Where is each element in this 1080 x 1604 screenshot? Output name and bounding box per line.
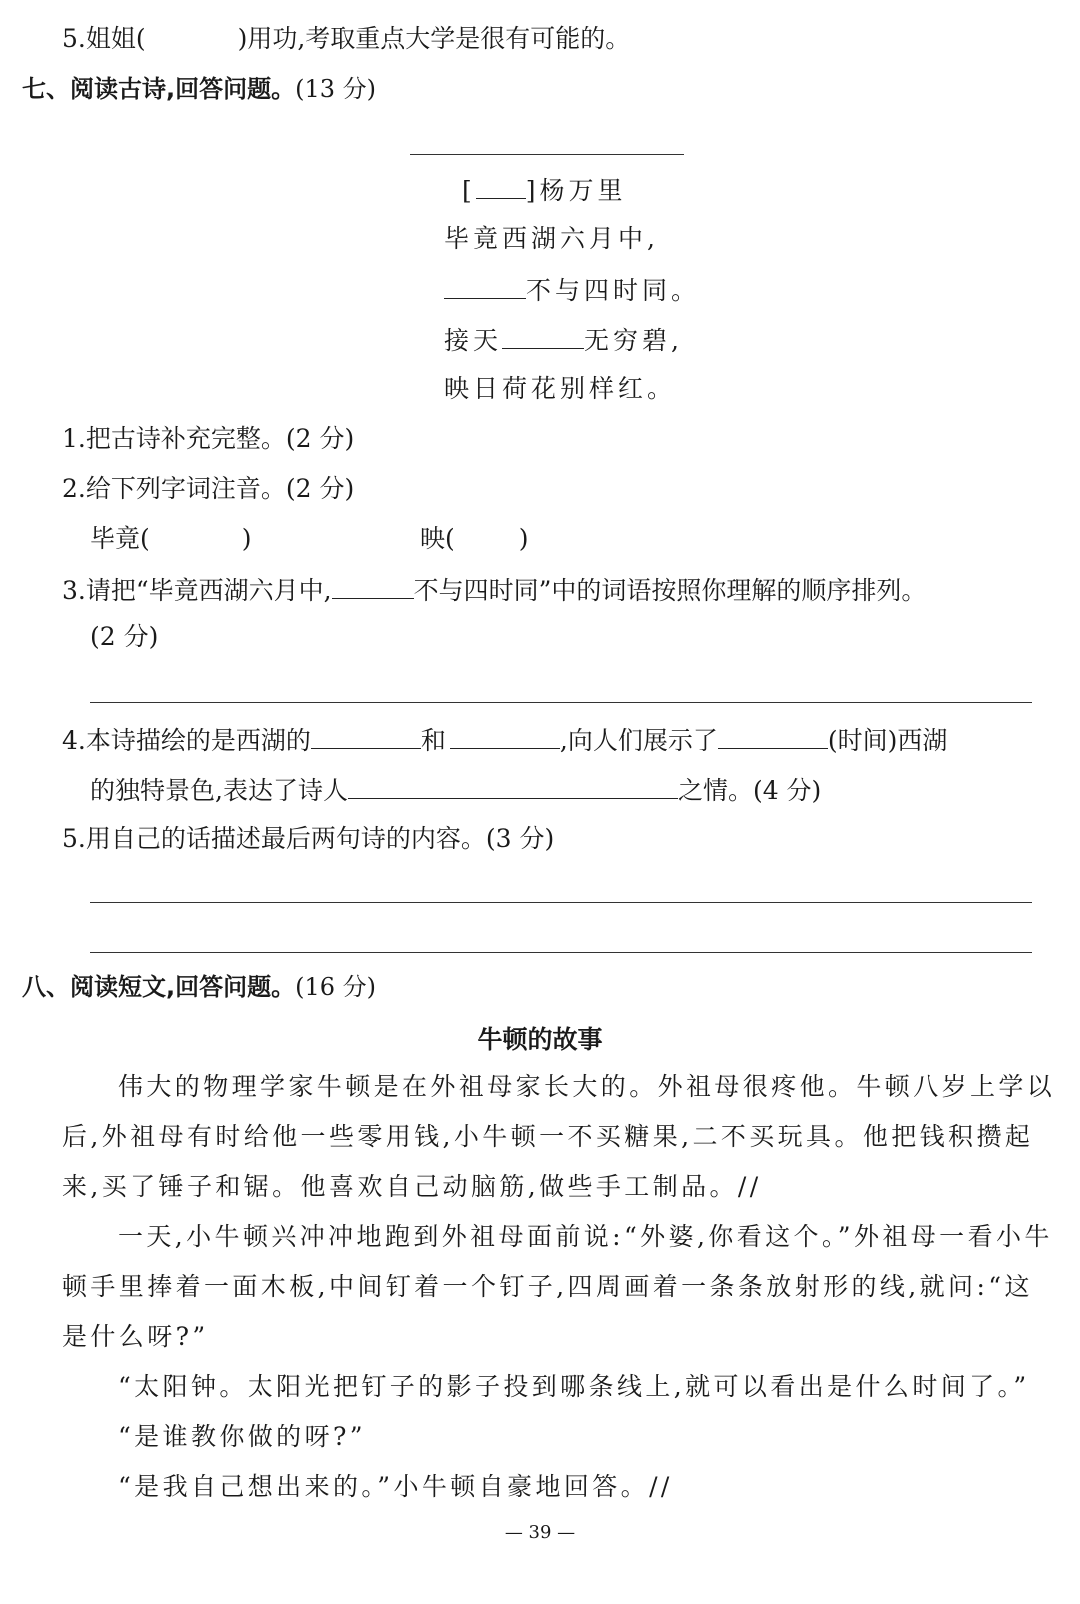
question-4-part-e: 的独特景色,表达了诗人 [90,776,348,805]
poem-line-2-text: 不与四时同。 [526,276,701,305]
passage-line: 后,外祖母有时给他一些零用钱,小牛顿一不买糖果,二不买玩具。他把钱积攒起 [62,1122,1034,1151]
question-2: 2.给下列字词注音。(2 分) [62,474,355,503]
section8-score: (16 分) [295,973,377,1001]
question-3-blank[interactable] [332,572,414,599]
question-3-suffix: 不与四时同”中的词语按照你理解的顺序排列。 [413,576,927,605]
question-3 [62,572,926,608]
q2-word-1 [90,522,252,556]
poem-line-3-suffix: 无穷碧, [584,326,683,355]
question-3-score: (2 分) [90,622,159,651]
q4-blank-2[interactable] [450,722,560,749]
poem-title-line [462,172,627,208]
passage-line: 顿手里捧着一面木板,中间钉着一个钉子,四周画着一条条放射形的线,就问:“这 [62,1272,1033,1301]
poem-line-3-prefix: 接天 [444,326,503,355]
answer-line-q5-2[interactable] [90,952,1032,953]
passage-line: “太阳钟。太阳光把钉子的影子投到哪条线上,就可以看出是什么时间了。” [118,1372,1030,1401]
q6-item-5 [62,22,630,56]
passage-line: 是什么呀?” [62,1322,209,1351]
q4-blank-4[interactable] [348,772,678,799]
q6-item-5-prefix: 5.姐姐( [62,24,146,53]
question-4-part-f: 之情。(4 分) [677,776,822,805]
answer-line-q3[interactable] [90,702,1032,703]
section8-heading [22,970,376,1004]
question-4-part-b: 和 [420,726,446,755]
passage-line: “是谁教你做的呀?” [118,1422,366,1451]
section7-heading-text: 七、阅读古诗,回答问题。 [22,75,296,103]
question-4-line-1 [62,722,947,758]
q2-word-2 [420,522,529,556]
q2-word-2-close: ) [518,524,529,553]
question-3-prefix: 3.请把“毕竟西湖六月中, [62,576,332,605]
poem-title-blank[interactable] [410,154,684,155]
passage-line: 来,买了锤子和锯。他喜欢自己动脑筋,做些手工制品。// [62,1172,762,1201]
section7-heading [22,72,376,106]
answer-line-q5-1[interactable] [90,902,1032,903]
q2-word-1-text: 毕竟( [90,524,150,553]
poem-author: ]杨万里 [525,176,627,205]
q2-word-1-close: ) [241,524,252,553]
question-4-part-c: ,向人们展示了 [559,726,718,755]
poem-line-4: 映日荷花别样红。 [444,374,677,403]
passage-line: 一天,小牛顿兴冲冲地跑到外祖母面前说:“外婆,你看这个。”外祖母一看小牛 [118,1222,1053,1251]
q6-item-5-suffix: )用功,考取重点大学是很有可能的。 [237,24,631,53]
poem-line-1: 毕竟西湖六月中, [444,224,659,253]
poem-line-2 [444,272,700,308]
page-number: — 39 — [504,1522,576,1543]
poem-line-3 [444,322,683,358]
question-4-part-a: 4.本诗描绘的是西湖的 [62,726,311,755]
q4-blank-3[interactable] [718,722,828,749]
poem-line-2-blank[interactable] [444,272,526,299]
passage-title: 牛顿的故事 [477,1025,603,1054]
section8-heading-text: 八、阅读短文,回答问题。 [22,973,296,1001]
question-1: 1.把古诗补充完整。(2 分) [62,424,355,453]
poem-line-3-blank[interactable] [502,322,584,349]
passage-line: 伟大的物理学家牛顿是在外祖母家长大的。外祖母很疼他。牛顿八岁上学以 [118,1072,1056,1101]
passage-line: “是我自己想出来的。”小牛顿自豪地回答。// [118,1472,673,1501]
question-4-line-2 [90,772,821,808]
question-5: 5.用自己的话描述最后两句诗的内容。(3 分) [62,824,555,853]
section7-score: (13 分) [295,75,377,103]
bracket-open: [ [462,176,476,205]
q4-blank-1[interactable] [311,722,421,749]
poem-season-blank[interactable] [476,172,526,199]
question-4-part-d: (时间)西湖 [827,726,948,755]
q2-word-2-text: 映( [420,524,455,553]
